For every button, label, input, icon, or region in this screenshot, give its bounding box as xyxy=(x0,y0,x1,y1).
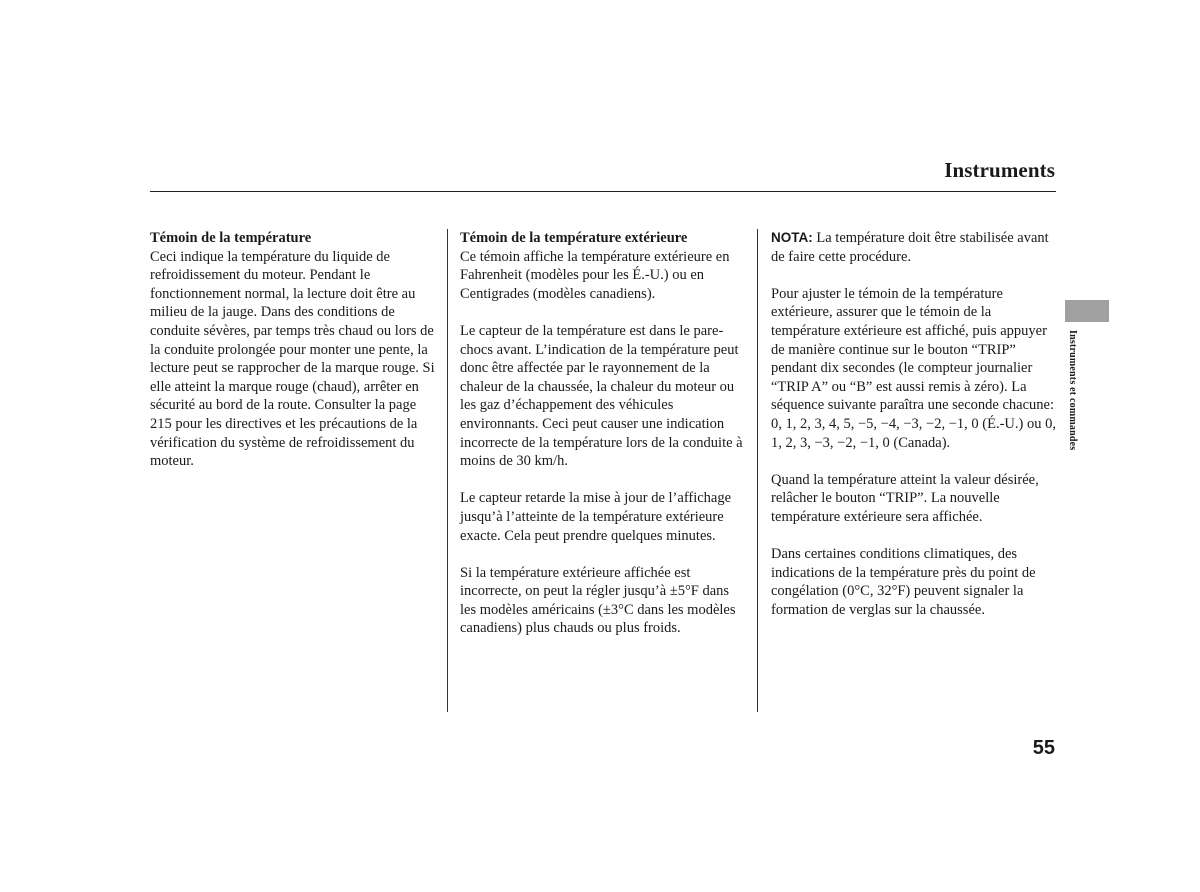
column-outside-temperature xyxy=(460,229,748,657)
header-rule xyxy=(150,191,1056,192)
procedure-paragraph: Dans certaines conditions climatiques, des indications de la température près du point de congélation (0°C, 32°F) peuvent signaler la formation de verglas sur la chaussée. xyxy=(771,546,1036,618)
section-title: Instruments xyxy=(944,158,1055,182)
nota-text: La température doit être stabilisée avant de faire cette procédure. xyxy=(771,230,1049,265)
procedure-paragraph: Quand la température atteint la valeur désirée, relâcher le bouton “TRIP”. La nouvelle température extérieure sera affichée. xyxy=(771,471,1039,525)
nota-paragraph xyxy=(771,229,1059,266)
outside-temperature-paragraph: Le capteur retarde la mise à jour de l’affichage jusqu’à l’atteinte de la température extérieure exacte. Cela peut prendre quelques minutes. xyxy=(460,490,732,544)
side-section-label: Instruments et commandes xyxy=(1067,330,1078,451)
section-tab-marker xyxy=(1065,300,1109,322)
column-coolant-temperature xyxy=(150,229,438,489)
procedure-paragraph: Pour ajuster le témoin de la température extérieure, assurer que le témoin de la température extérieure est affiché, puis appuyer de manière continue sur le bouton “TRIP” pendant dix secondes (le compteur journalier “TRIP A” ou “B” est aussi remis à zéro). La séquence suivante paraîtra une seconde chacune: 0, 1, 2, 3, 4, 5, −5, −4, −3, −2, −1, 0 (É.-U.) ou 0, 1, 2, 3, −3, −2, −1, 0 (Canada). xyxy=(771,285,1056,451)
coolant-temperature-paragraph: Ceci indique la température du liquide de refroidissement du moteur. Pendant le fonctionnement normal, la lecture doit être au milieu de la jauge. Dans des conditions de conduite sévères, par temps très chaud ou lors de la conduite prolongée pour monter une pente, la lecture peut se rapprocher de la marque rouge. Si elle atteint la marque rouge (chaud), arrêter en sécurité au bord de la route. Consulter la page 215 pour les directives et les précautions de la vérification du système de refroidissement du moteur. xyxy=(150,248,435,470)
column-divider xyxy=(447,229,448,712)
outside-temperature-paragraph: Le capteur de la température est dans le pare-chocs avant. L’indication de la température peut donc être affectée par le rayonnement de la chaleur de la chaussée, la chaleur du moteur ou les gaz d’échappement des véhicules environnants. Ceci peut causer une indication incorrecte de la température lors de la conduite à moins de 30 km/h. xyxy=(460,322,743,470)
outside-temperature-paragraph: Si la température extérieure affichée est incorrecte, on peut la régler jusqu’à ±5°F dans les modèles américains (±3°C dans les modèles canadiens) plus chauds ou plus froids. xyxy=(460,564,736,637)
coolant-temperature-heading: Témoin de la température xyxy=(150,230,312,246)
column-divider xyxy=(757,229,758,712)
outside-temperature-heading: Témoin de la température extérieure xyxy=(460,230,688,246)
page-number: 55 xyxy=(1032,737,1055,759)
column-adjust-procedure xyxy=(771,229,1059,638)
outside-temperature-paragraph: Ce témoin affiche la température extérieure en Fahrenheit (modèles pour les É.-U.) ou en Centigrades (modèles canadiens). xyxy=(460,248,730,302)
nota-label: NOTA: xyxy=(771,230,813,245)
